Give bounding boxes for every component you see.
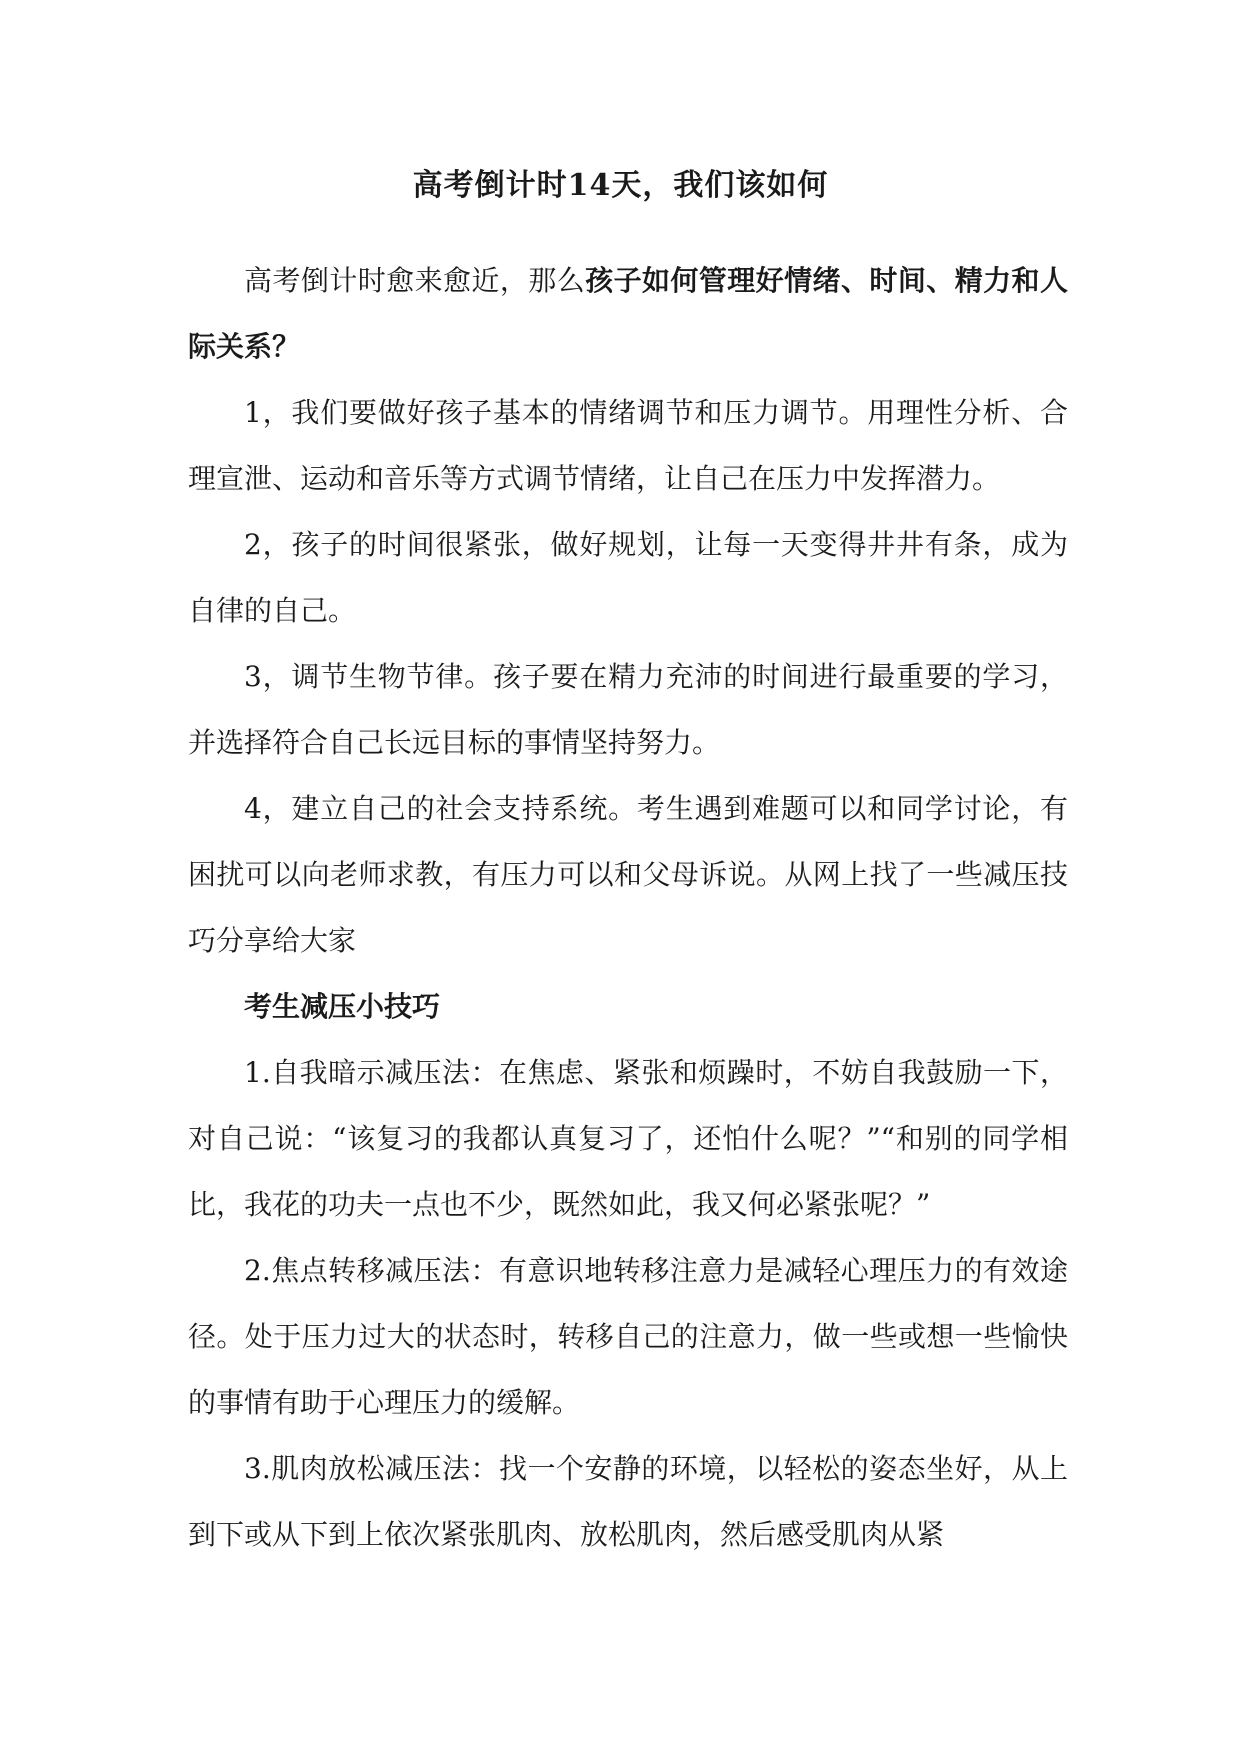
- point-paragraph-4: 4，建立自己的社会支持系统。考生遇到难题可以和同学讨论，有困扰可以向老师求教，有压力可以和父母诉说。从网上找了一些减压技巧分享给大家: [188, 792, 1068, 957]
- tip-paragraph-1: 1.自我暗示减压法：在焦虑、紧张和烦躁时，不妨自我鼓励一下，对自己说：“该复习的我都认真复习了，还怕什么呢？”“和别的同学相比，我花的功夫一点也不少，既然如此，我又何必紧张呢？”: [188, 1056, 1068, 1221]
- intro-plain-text: 高考倒计时愈来愈近，那么: [244, 264, 586, 297]
- tip-paragraph-2: 2.焦点转移减压法：有意识地转移注意力是减轻心理压力的有效途径。处于压力过大的状态时，转移自己的注意力，做一些或想一些愉快的事情有助于心理压力的缓解。: [188, 1254, 1068, 1419]
- document-body: [188, 248, 1068, 1568]
- document-title: 高考倒计时14天，我们该如何: [412, 168, 829, 203]
- point-paragraph-1: 1，我们要做好孩子基本的情绪调节和压力调节。用理性分析、合理宣泄、运动和音乐等方式调节情绪，让自己在压力中发挥潜力。: [188, 396, 1068, 495]
- point-paragraph-2: 2，孩子的时间很紧张，做好规划，让每一天变得井井有条，成为自律的自己。: [188, 528, 1068, 627]
- point-paragraph-3: 3，调节生物节律。孩子要在精力充沛的时间进行最重要的学习，并选择符合自己长远目标的事情坚持努力。: [188, 660, 1068, 759]
- section-heading: 考生减压小技巧: [244, 990, 441, 1023]
- tip-paragraph-3: 3.肌肉放松减压法：找一个安静的环境，以轻松的姿态坐好，从上到下或从下到上依次紧张肌肉、放松肌肉，然后感受肌肉从紧: [188, 1452, 1068, 1551]
- intro-paragraph: [188, 248, 1068, 380]
- intro-bold-text: 孩子如何管理好情绪、时间、精力和人际关系？: [188, 264, 1068, 363]
